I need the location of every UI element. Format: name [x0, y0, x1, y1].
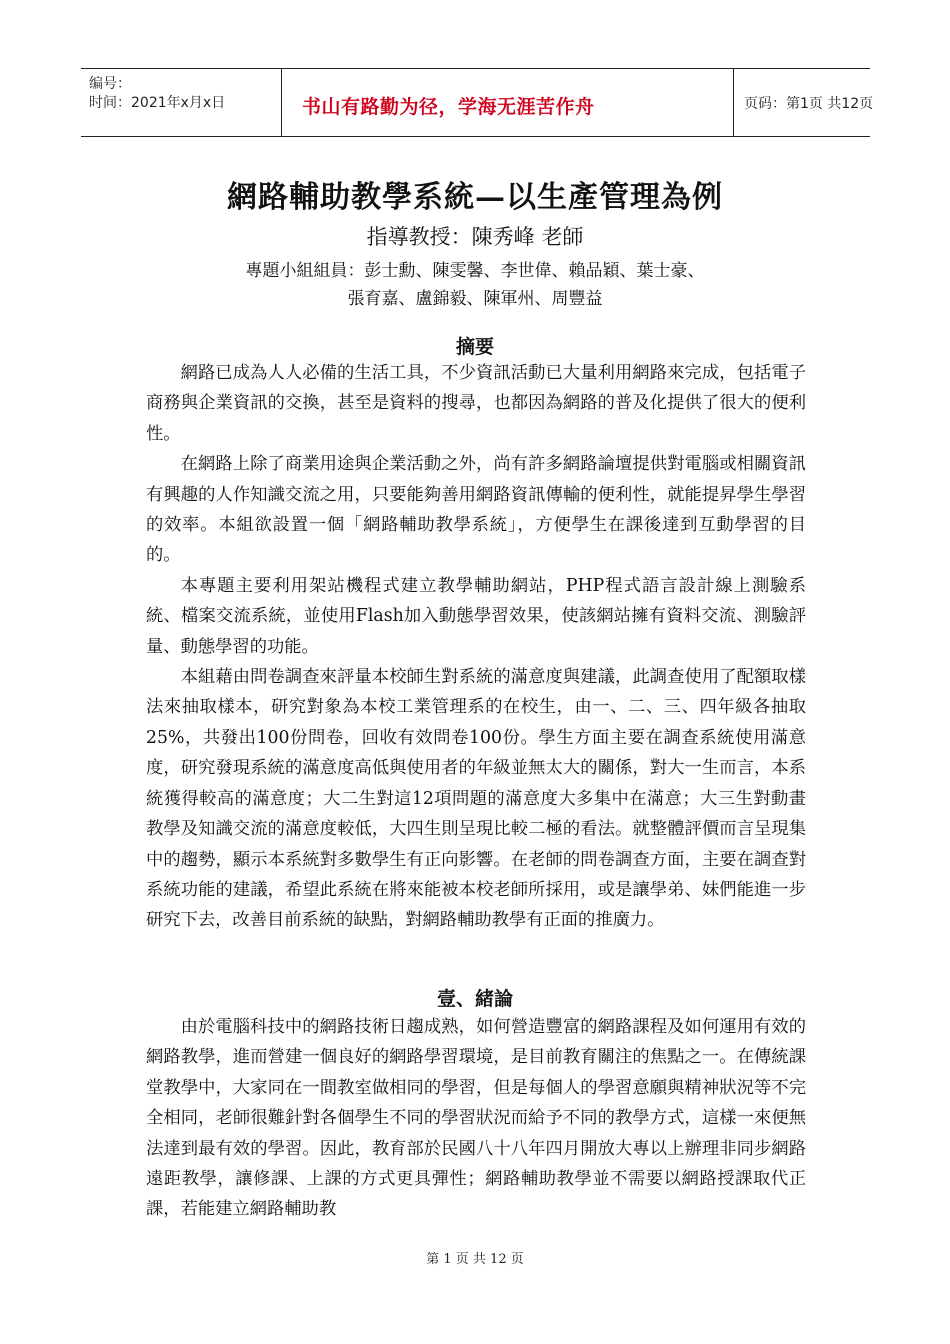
abstract-paragraph: 網路已成為人人必備的生活工具，不少資訊活動已大量利用網路來完成，包括電子商務與企業資訊的交換，甚至是資料的搜尋，也都因為網路的普及化提供了很大的便利性。 [146, 363, 806, 444]
abstract-paragraph: 在網路上除了商業用途與企業活動之外，尚有許多網路論壇提供對電腦或相關資訊有興趣的人作知識交流之用，只要能夠善用網路資訊傳輸的便利性，就能提昇學生學習的效率。本組欲設置一個「網路輔助教學系統」，方便學生在課後達到互動學習的目的。 [146, 454, 806, 566]
advisor-line: 指導教授：陳秀峰 老師 [366, 225, 584, 249]
header-page-cell [734, 69, 874, 136]
header-page-info: 页码：第1页 共12页 [744, 96, 874, 112]
intro-body [146, 1012, 806, 1225]
intro-paragraph: 由於電腦科技中的網路技術日趨成熟，如何營造豐富的網路課程及如何運用有效的網路教學，進而營建一個良好的網路學習環境，是目前教育關注的焦點之一。在傳統課堂教學中，大家同在一間教室做相同的學習，但是每個人的學習意願與精神狀況等不完全相同，老師很難針對各個學生不同的學習狀況而給予不同的教學方式，這樣一來便無法達到最有效的學習。因此，教育部於民國八十八年四月開放大專以上辦理非同步網路遠距教學，讓修課、上課的方式更具彈性；網路輔助教學並不需要以網路授課取代正課，若能建立網路輔助教 [146, 1017, 806, 1220]
document-date-label: 时间：2021年x月x日 [89, 95, 226, 111]
members-line-2: 張育嘉、盧錦毅、陳軍州、周豐益 [347, 289, 603, 309]
header-table [81, 68, 874, 137]
abstract-paragraph: 本組藉由問卷調查來評量本校師生對系統的滿意度與建議，此調查使用了配額取樣法來抽取樣本，研究對象為本校工業管理系的在校生，由一、二、三、四年級各抽取25%，共發出100份問卷，回收有效問卷100份。學生方面主要在調查系統使用滿意度，研究發現系統的滿意度高低與使用者的年級並無太大的關係，對大一生而言，本系統獲得較高的滿意度；大二生對這12項問題的滿意度大多集中在滿意；大三生對動畫教學及知識交流的滿意度較低，大四生則呈現比較二極的看法。就整體評價而言呈現集中的趨勢，顯示本系統對多數學生有正向影響。在老師的問卷調查方面，主要在調查對系統功能的建議，希望此系統在將來能被本校老師所採用，或是讓學弟、妹們能進一步研究下去，改善目前系統的缺點，對網路輔助教學有正面的推廣力。 [146, 667, 806, 931]
members-line-1: 專題小組組員：彭士勳、陳雯馨、李世偉、賴品穎、葉士豪、 [245, 261, 705, 281]
document-title: 網路輔助教學系統—以生產管理為例 [227, 180, 723, 215]
header-meta-cell [81, 69, 282, 136]
abstract-heading: 摘要 [455, 336, 494, 358]
page-footer: 第 1 页 共 12 页 [426, 1252, 524, 1267]
header-motto: 书山有路勤为径，学海无涯苦作舟 [302, 96, 595, 118]
intro-heading: 壹、緒論 [436, 988, 513, 1010]
abstract-paragraph: 本專題主要利用架站機程式建立教學輔助網站，PHP程式語言設計線上測驗系統、檔案交流系統，並使用Flash加入動態學習效果，使該網站擁有資料交流、測驗評量、動態學習的功能。 [146, 575, 806, 657]
document-number-label: 编号： [89, 76, 131, 92]
abstract-body [146, 358, 806, 936]
header-motto-cell [282, 69, 734, 136]
